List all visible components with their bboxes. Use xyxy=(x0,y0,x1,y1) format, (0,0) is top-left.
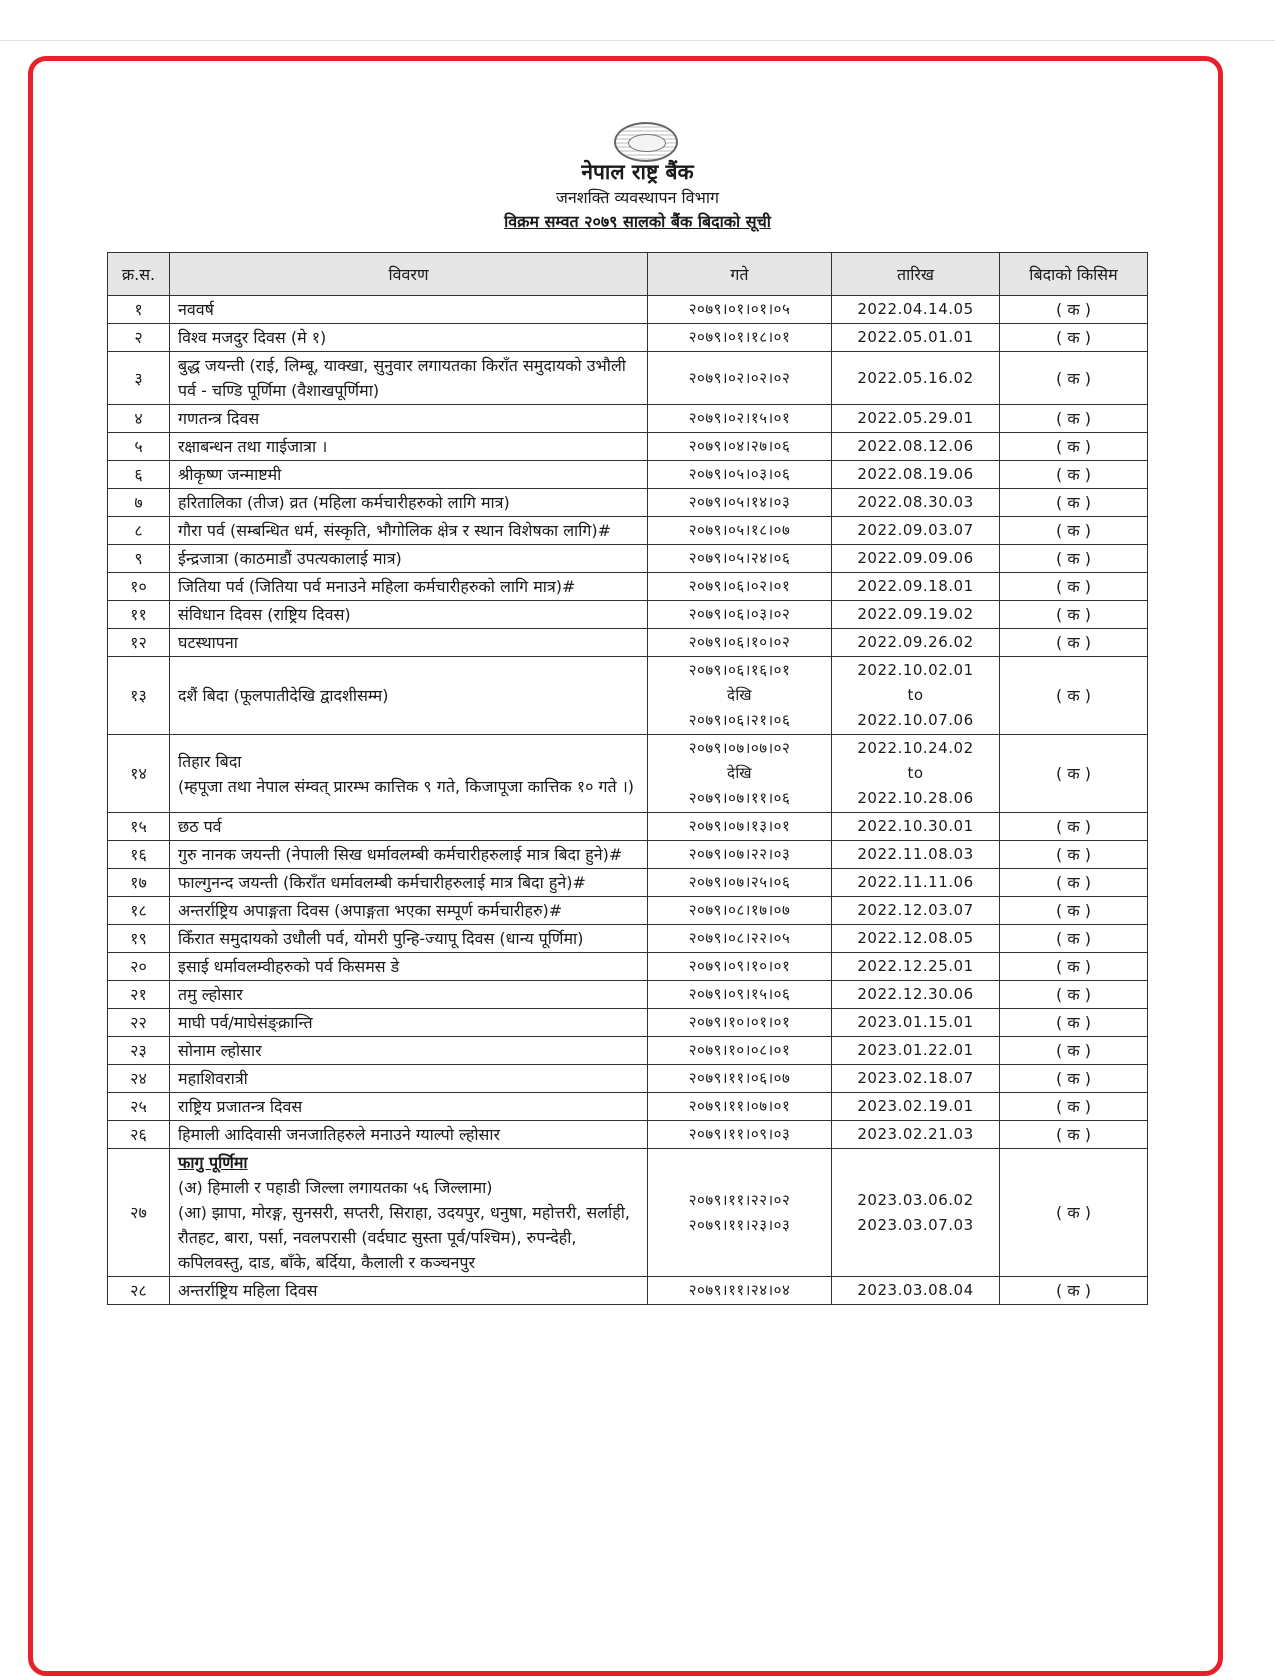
row-description-text: संविधान दिवस (राष्ट्रिय दिवस) xyxy=(178,605,351,624)
row-english-date xyxy=(832,461,1000,489)
row-leave-type: ( क ) xyxy=(1000,1065,1148,1093)
table-row xyxy=(108,1149,1148,1277)
row-description-text: सोनाम ल्होसार xyxy=(178,1041,262,1060)
english-date-line: 2023.03.06.02 xyxy=(857,1190,974,1209)
nepali-date-line: २०७९।०७।१३।०१ xyxy=(688,817,791,835)
table-header-row xyxy=(108,253,1148,296)
row-nepali-date xyxy=(648,869,832,897)
row-description-line: (अ) हिमाली र पहाडी जिल्ला लगायतका ५६ जिल्लामा) xyxy=(178,1178,493,1197)
table-row xyxy=(108,953,1148,981)
row-leave-type: ( क ) xyxy=(1000,1277,1148,1305)
row-serial-number: २ xyxy=(108,324,170,352)
english-date-line: 2022.10.28.06 xyxy=(857,789,974,807)
row-description xyxy=(170,352,648,405)
table-row xyxy=(108,573,1148,601)
row-description xyxy=(170,953,648,981)
nepali-date-line: २०७९।११।२२।०२ xyxy=(688,1190,791,1209)
table-row xyxy=(108,352,1148,405)
nepali-date-line: २०७९।०२।१५।०१ xyxy=(688,409,791,427)
row-description xyxy=(170,1149,648,1277)
col-header-leave-type: बिदाको किसिम xyxy=(1000,253,1148,296)
row-description-text: श्रीकृष्ण जन्माष्टमी xyxy=(178,465,282,484)
row-english-date xyxy=(832,352,1000,405)
row-english-date xyxy=(832,953,1000,981)
row-nepali-date xyxy=(648,545,832,573)
document-title: विक्रम सम्वत २०७९ सालको बैंक बिदाको सूची xyxy=(504,212,771,231)
row-nepali-date xyxy=(648,953,832,981)
row-description xyxy=(170,461,648,489)
row-serial-number: १३ xyxy=(108,657,170,735)
row-description xyxy=(170,573,648,601)
table-row xyxy=(108,489,1148,517)
english-date-line: 2022.09.18.01 xyxy=(857,577,974,595)
nepali-date-line: २०७९।०१।०१।०५ xyxy=(688,300,791,318)
row-english-date xyxy=(832,433,1000,461)
english-date-line: 2022.09.03.07 xyxy=(857,521,974,539)
row-description-text: महाशिवरात्री xyxy=(178,1069,248,1088)
table-row xyxy=(108,869,1148,897)
table-row xyxy=(108,296,1148,324)
table-row xyxy=(108,629,1148,657)
row-english-date xyxy=(832,545,1000,573)
row-nepali-date xyxy=(648,1009,832,1037)
row-serial-number: २० xyxy=(108,953,170,981)
row-nepali-date xyxy=(648,573,832,601)
row-nepali-date xyxy=(648,925,832,953)
col-header-nepali-date: गते xyxy=(648,253,832,296)
row-description xyxy=(170,735,648,813)
bank-emblem-icon xyxy=(614,122,678,162)
row-description xyxy=(170,629,648,657)
row-english-date xyxy=(832,1277,1000,1305)
row-description xyxy=(170,869,648,897)
row-english-date xyxy=(832,405,1000,433)
nepali-date-line: २०७९।०९।१०।०१ xyxy=(688,957,791,975)
row-english-date xyxy=(832,657,1000,735)
row-serial-number: ३ xyxy=(108,352,170,405)
nepali-date-line: २०७९।०५।२४।०६ xyxy=(688,549,791,567)
row-description-text: फाल्गुनन्द जयन्ती (किराँत धर्मावलम्बी कर्मचारीहरुलाई मात्र बिदा हुने)# xyxy=(178,873,586,892)
row-serial-number: २५ xyxy=(108,1093,170,1121)
english-date-line: 2022.10.24.02 xyxy=(857,739,974,757)
row-nepali-date xyxy=(648,352,832,405)
page-top-divider xyxy=(0,40,1275,41)
row-leave-type: ( क ) xyxy=(1000,897,1148,925)
table-row xyxy=(108,925,1148,953)
row-leave-type: ( क ) xyxy=(1000,352,1148,405)
row-description xyxy=(170,405,648,433)
row-leave-type: ( क ) xyxy=(1000,1037,1148,1065)
english-date-line: 2022.05.01.01 xyxy=(857,328,974,346)
row-serial-number: २३ xyxy=(108,1037,170,1065)
row-nepali-date xyxy=(648,1093,832,1121)
nepali-date-line: २०७९।०२।०२।०२ xyxy=(688,368,791,387)
row-leave-type: ( क ) xyxy=(1000,433,1148,461)
row-description xyxy=(170,324,648,352)
nepali-date-line: २०७९।०७।०७।०२ xyxy=(688,739,791,757)
table-row xyxy=(108,657,1148,735)
row-english-date xyxy=(832,1009,1000,1037)
row-description-text: छठ पर्व xyxy=(178,817,222,836)
row-leave-type: ( क ) xyxy=(1000,1009,1148,1037)
row-description-text: तमु ल्होसार xyxy=(178,985,243,1004)
nepali-date-line: २०७९।०५।१४।०३ xyxy=(688,493,791,511)
row-nepali-date xyxy=(648,1121,832,1149)
english-date-line: 2022.10.30.01 xyxy=(857,817,974,835)
english-date-line: 2022.05.29.01 xyxy=(857,409,974,427)
row-leave-type: ( क ) xyxy=(1000,841,1148,869)
row-serial-number: २१ xyxy=(108,981,170,1009)
row-description xyxy=(170,433,648,461)
row-description-text: इसाई धर्मावलम्वीहरुको पर्व किसमस डे xyxy=(178,957,400,976)
table-row xyxy=(108,841,1148,869)
nepali-date-line: २०७९।०६।१६।०१ xyxy=(688,661,791,679)
nepali-date-line: २०७९।०१।१८।०१ xyxy=(688,328,791,346)
row-nepali-date xyxy=(648,601,832,629)
row-english-date xyxy=(832,573,1000,601)
row-description-text: गौरा पर्व (सम्बन्धित धर्म, संस्कृति, भौगोलिक क्षेत्र र स्थान विशेषका लागि)# xyxy=(178,521,612,540)
row-leave-type: ( क ) xyxy=(1000,296,1148,324)
row-description xyxy=(170,1065,648,1093)
row-leave-type: ( क ) xyxy=(1000,1149,1148,1277)
row-serial-number: २६ xyxy=(108,1121,170,1149)
row-leave-type: ( क ) xyxy=(1000,545,1148,573)
nepali-date-line: देखि xyxy=(726,764,753,782)
nepali-date-line: २०७९।०६।०२।०१ xyxy=(688,577,791,595)
row-serial-number: ९ xyxy=(108,545,170,573)
nepali-date-line: देखि xyxy=(726,686,753,704)
row-english-date xyxy=(832,296,1000,324)
col-header-sn: क्र.स. xyxy=(108,253,170,296)
row-description xyxy=(170,841,648,869)
row-serial-number: १७ xyxy=(108,869,170,897)
row-english-date xyxy=(832,813,1000,841)
row-english-date xyxy=(832,1149,1000,1277)
row-serial-number: २८ xyxy=(108,1277,170,1305)
nepali-date-line: २०७९।०६।०३।०२ xyxy=(688,605,791,623)
nepali-date-line: २०७९।११।२३।०३ xyxy=(688,1215,791,1234)
row-nepali-date xyxy=(648,1037,832,1065)
row-nepali-date xyxy=(648,657,832,735)
row-serial-number: ११ xyxy=(108,601,170,629)
row-nepali-date xyxy=(648,517,832,545)
row-description-text: घटस्थापना xyxy=(178,633,238,652)
row-nepali-date xyxy=(648,629,832,657)
nepali-date-line: २०७९।०६।२१।०६ xyxy=(688,711,791,729)
row-serial-number: १० xyxy=(108,573,170,601)
row-description xyxy=(170,517,648,545)
row-nepali-date xyxy=(648,813,832,841)
table-row xyxy=(108,545,1148,573)
row-description xyxy=(170,657,648,735)
english-date-line: 2022.08.30.03 xyxy=(857,493,974,511)
table-row xyxy=(108,601,1148,629)
nepali-date-line: २०७९।०५।०३।०६ xyxy=(688,465,791,483)
row-serial-number: १८ xyxy=(108,897,170,925)
row-english-date xyxy=(832,601,1000,629)
row-description-text: अन्तर्राष्ट्रिय अपाङ्गता दिवस (अपाङ्गता भएका सम्पूर्ण कर्मचारीहरु)# xyxy=(178,901,563,920)
english-date-line: 2022.09.19.02 xyxy=(857,605,974,623)
row-leave-type: ( क ) xyxy=(1000,657,1148,735)
row-description-text: हिमाली आदिवासी जनजातिहरुले मनाउने ग्याल्पो ल्होसार xyxy=(178,1125,501,1144)
row-leave-type: ( क ) xyxy=(1000,813,1148,841)
english-date-line: 2022.10.02.01 xyxy=(857,661,974,679)
row-leave-type: ( क ) xyxy=(1000,517,1148,545)
row-description xyxy=(170,1037,648,1065)
row-leave-type: ( क ) xyxy=(1000,925,1148,953)
row-serial-number: १९ xyxy=(108,925,170,953)
english-date-line: 2022.11.08.03 xyxy=(857,845,974,863)
row-nepali-date xyxy=(648,489,832,517)
english-date-line: 2022.08.12.06 xyxy=(857,437,974,455)
row-description-text: विश्व मजदुर दिवस (मे १) xyxy=(178,328,327,347)
english-date-line: 2022.12.03.07 xyxy=(857,901,974,919)
english-date-line: to xyxy=(907,686,924,704)
row-description xyxy=(170,813,648,841)
row-description-text: बुद्ध जयन्ती (राई, लिम्बू, याक्खा, सुनुवार लगायतका किराँत समुदायको उभौली पर्व - चण्डि पूर्णिमा (वैशाखपूर्णिमा) xyxy=(178,356,626,400)
row-english-date xyxy=(832,735,1000,813)
row-description xyxy=(170,1277,648,1305)
row-english-date xyxy=(832,1065,1000,1093)
row-english-date xyxy=(832,1037,1000,1065)
nepali-date-line: २०७९।०७।११।०६ xyxy=(688,789,791,807)
row-serial-number: २४ xyxy=(108,1065,170,1093)
row-english-date xyxy=(832,489,1000,517)
col-header-english-date: तारिख xyxy=(832,253,1000,296)
row-description-text: (म्हपूजा तथा नेपाल संम्वत् प्रारम्भ कात्तिक ९ गते, किजापूजा कात्तिक १० गते ।) xyxy=(178,776,635,796)
row-description-text: ईन्द्रजात्रा (काठमाडौं उपत्यकालाई मात्र) xyxy=(178,549,402,568)
row-serial-number: १५ xyxy=(108,813,170,841)
table-row xyxy=(108,1121,1148,1149)
row-description xyxy=(170,925,648,953)
row-description-text: राष्ट्रिय प्रजातन्त्र दिवस xyxy=(178,1097,303,1116)
row-leave-type: ( क ) xyxy=(1000,981,1148,1009)
nepali-date-line: २०७९।११।२४।०४ xyxy=(688,1281,791,1299)
english-date-line: to xyxy=(907,764,924,782)
row-nepali-date xyxy=(648,735,832,813)
english-date-line: 2022.12.08.05 xyxy=(857,929,974,947)
row-nepali-date xyxy=(648,841,832,869)
row-nepali-date xyxy=(648,1277,832,1305)
nepali-date-line: २०७९।०८।१७।०७ xyxy=(688,901,791,919)
row-english-date xyxy=(832,1121,1000,1149)
english-date-line: 2023.02.19.01 xyxy=(857,1097,974,1115)
row-nepali-date xyxy=(648,897,832,925)
row-description-line: (आ) झापा, मोरङ्ग, सुनसरी, सप्तरी, सिराहा, उदयपुर, धनुषा, महोत्तरी, सर्लाही, रौतहट, बारा, पर्सा, नवलपरासी (वर्दघाट सुस्ता पूर्व/पश्चिम), रुपन्देही, कपिलवस्तु, दाड, बाँके, बर्दिया, कैलाली र कञ्चनपुर xyxy=(178,1203,630,1272)
row-serial-number: ६ xyxy=(108,461,170,489)
nepali-date-line: २०७९।१०।०८।०१ xyxy=(688,1041,791,1059)
row-description xyxy=(170,1009,648,1037)
table-row xyxy=(108,405,1148,433)
row-description-text: अन्तर्राष्ट्रिय महिला दिवस xyxy=(178,1281,318,1300)
nepali-date-line: २०७९।०९।१५।०६ xyxy=(688,985,791,1003)
row-description-text: गुरु नानक जयन्ती (नेपाली सिख धर्मावलम्बी कर्मचारीहरुलाई मात्र बिदा हुने)# xyxy=(178,845,623,864)
table-row xyxy=(108,1277,1148,1305)
english-date-line: 2022.09.26.02 xyxy=(857,633,974,651)
nepali-date-line: २०७९।०६।१०।०२ xyxy=(688,633,791,651)
english-date-line: 2022.11.11.06 xyxy=(857,873,974,891)
nepali-date-line: २०७९।०५।१८।०७ xyxy=(688,521,791,539)
row-description-text: नववर्ष xyxy=(178,300,214,319)
row-nepali-date xyxy=(648,433,832,461)
row-description-text: हरितालिका (तीज) व्रत (महिला कर्मचारीहरुको लागि मात्र) xyxy=(178,493,510,512)
nepali-date-line: २०७९।११।०६।०७ xyxy=(688,1069,791,1087)
row-leave-type: ( क ) xyxy=(1000,953,1148,981)
nepali-date-line: २०७९।१०।०१।०१ xyxy=(688,1013,791,1031)
row-nepali-date xyxy=(648,296,832,324)
table-row xyxy=(108,813,1148,841)
english-date-line: 2022.04.14.05 xyxy=(857,300,974,318)
row-serial-number: ५ xyxy=(108,433,170,461)
row-nepali-date xyxy=(648,981,832,1009)
row-description-text: रक्षाबन्धन तथा गाईजात्रा । xyxy=(178,437,328,456)
row-serial-number: १४ xyxy=(108,735,170,813)
row-description-text: किँरात समुदायको उधौली पर्व, योमरी पुन्हि-ज्यापू दिवस (धान्य पूर्णिमा) xyxy=(178,929,584,948)
row-leave-type: ( क ) xyxy=(1000,601,1148,629)
nepali-date-line: २०७९।०७।२२।०३ xyxy=(688,845,791,863)
table-row xyxy=(108,735,1148,813)
org-name: नेपाल राष्ट्र बैंक xyxy=(581,160,694,184)
table-row xyxy=(108,1065,1148,1093)
table-row xyxy=(108,1009,1148,1037)
nepali-date-line: २०७९।११।०७।०१ xyxy=(688,1097,791,1115)
row-leave-type: ( क ) xyxy=(1000,869,1148,897)
holiday-table xyxy=(107,252,1148,1305)
row-leave-type: ( क ) xyxy=(1000,629,1148,657)
english-date-line: 2022.12.25.01 xyxy=(857,957,974,975)
row-english-date xyxy=(832,841,1000,869)
row-description-text: माघी पर्व/माघेसंङ्क्रान्ति xyxy=(178,1013,313,1032)
nepali-date-line: २०७९।०४।२७।०६ xyxy=(688,437,791,455)
row-serial-number: २७ xyxy=(108,1149,170,1277)
row-serial-number: १ xyxy=(108,296,170,324)
row-leave-type: ( क ) xyxy=(1000,573,1148,601)
english-date-line: 2023.01.15.01 xyxy=(857,1013,974,1031)
english-date-line: 2022.05.16.02 xyxy=(857,368,974,387)
row-serial-number: १६ xyxy=(108,841,170,869)
row-leave-type: ( क ) xyxy=(1000,1121,1148,1149)
row-description xyxy=(170,1121,648,1149)
row-description-text: गणतन्त्र दिवस xyxy=(178,409,260,428)
table-row xyxy=(108,1093,1148,1121)
english-date-line: 2023.01.22.01 xyxy=(857,1041,974,1059)
table-row xyxy=(108,981,1148,1009)
table-row xyxy=(108,1037,1148,1065)
row-description xyxy=(170,1093,648,1121)
row-serial-number: १२ xyxy=(108,629,170,657)
department-name: जनशक्ति व्यवस्थापन विभाग xyxy=(556,188,719,207)
table-row xyxy=(108,517,1148,545)
row-description xyxy=(170,545,648,573)
row-serial-number: ७ xyxy=(108,489,170,517)
row-description xyxy=(170,489,648,517)
row-nepali-date xyxy=(648,1065,832,1093)
english-date-line: 2023.03.08.04 xyxy=(857,1281,974,1299)
row-english-date xyxy=(832,324,1000,352)
row-description xyxy=(170,897,648,925)
english-date-line: 2023.02.21.03 xyxy=(857,1125,974,1143)
table-row xyxy=(108,433,1148,461)
row-description-text: जितिया पर्व (जितिया पर्व मनाउने महिला कर्मचारीहरुको लागि मात्र)# xyxy=(178,577,576,596)
nepali-date-line: २०७९।११।०९।०३ xyxy=(688,1125,791,1143)
col-header-description: विवरण xyxy=(170,253,648,296)
row-english-date xyxy=(832,897,1000,925)
row-leave-type: ( क ) xyxy=(1000,1093,1148,1121)
row-leave-type: ( क ) xyxy=(1000,324,1148,352)
row-leave-type: ( क ) xyxy=(1000,461,1148,489)
row-description-text: दशैं बिदा (फूलपातीदेखि द्वादशीसम्म) xyxy=(178,686,389,705)
english-date-line: 2023.03.07.03 xyxy=(857,1215,974,1234)
row-nepali-date xyxy=(648,405,832,433)
row-serial-number: ४ xyxy=(108,405,170,433)
row-description xyxy=(170,981,648,1009)
row-description xyxy=(170,296,648,324)
row-english-date xyxy=(832,981,1000,1009)
row-description xyxy=(170,601,648,629)
english-date-line: 2022.10.07.06 xyxy=(857,711,974,729)
row-nepali-date xyxy=(648,1149,832,1277)
row-description-title: फागु पूर्णिमा xyxy=(178,1153,248,1172)
row-english-date xyxy=(832,869,1000,897)
english-date-line: 2022.08.19.06 xyxy=(857,465,974,483)
row-english-date xyxy=(832,629,1000,657)
row-serial-number: ८ xyxy=(108,517,170,545)
table-row xyxy=(108,897,1148,925)
row-english-date xyxy=(832,517,1000,545)
table-row xyxy=(108,324,1148,352)
row-nepali-date xyxy=(648,461,832,489)
row-description-title: तिहार बिदा xyxy=(178,751,242,771)
row-serial-number: २२ xyxy=(108,1009,170,1037)
row-nepali-date xyxy=(648,324,832,352)
nepali-date-line: २०७९।०८।२२।०५ xyxy=(688,929,791,947)
english-date-line: 2022.09.09.06 xyxy=(857,549,974,567)
row-leave-type: ( क ) xyxy=(1000,405,1148,433)
english-date-line: 2022.12.30.06 xyxy=(857,985,974,1003)
row-leave-type: ( क ) xyxy=(1000,735,1148,813)
row-english-date xyxy=(832,925,1000,953)
row-leave-type: ( क ) xyxy=(1000,489,1148,517)
english-date-line: 2023.02.18.07 xyxy=(857,1069,974,1087)
nepali-date-line: २०७९।०७।२५।०६ xyxy=(688,873,791,891)
table-row xyxy=(108,461,1148,489)
row-english-date xyxy=(832,1093,1000,1121)
table-body xyxy=(108,296,1148,1305)
